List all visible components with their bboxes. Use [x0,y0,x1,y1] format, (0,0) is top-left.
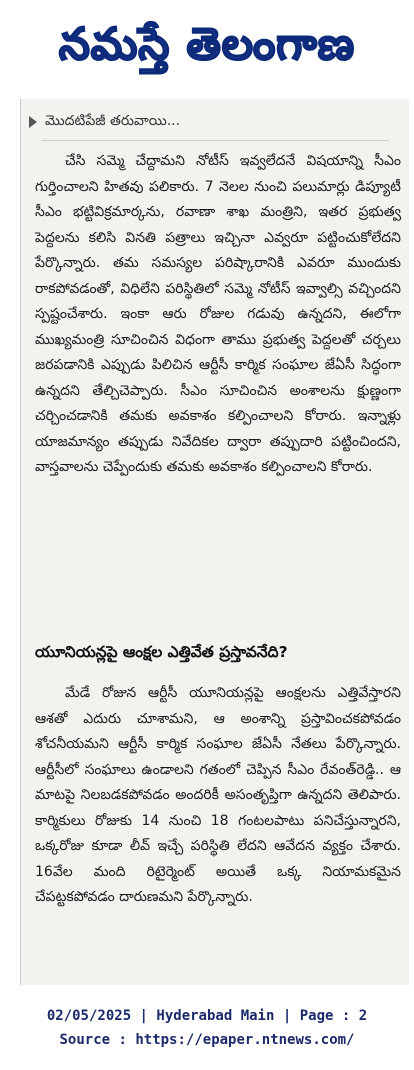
article-paragraph-1: చేసి సమ్మె చేద్దామని నోటీస్ ఇవ్వలేదనే విషయాన్ని సీఎం గుర్తించాలని హితవు పలికారు. 7 నెలల నుంచి పలుమార్లు డిప్యూటీ సీఎం భట్టివిక్రమార్కను, రవాణా శాఖ మంత్రిని, ఇతర ప్రభుత్వ పెద్దలను కలిసి వినతి పత్రాలు ఇచ్చినా ఎవ్వరూ పట్టించుకోలేదని పేర్కొన్నారు. తమ సమస్యల పరిష్కారానికి ఎవరూ ముందుకు రాకపోవడంతో, విధిలేని పరిస్థితిలో సమ్మె నోటీస్ ఇవ్వాల్సి వచ్చిందని స్పష్టంచేశారు. ఇంకా ఆరు రోజుల గడువు ఉన్నదని, ఈలోగా ముఖ్యమంత్రి సూచించిన విధంగా తాము ప్రభుత్వ పెద్దలతో చర్చలు జరపడానికి ఎప్పుడు పిలిచిన ఆర్టీసీ కార్మిక సంఘాల జేఏసీ సిద్ధంగా ఉన్నదని తేల్చిచెప్పారు. సీఎం సూచించిన అంశాలను క్షుణ్ణంగా చర్చించడానికి తమకు అవకాశం కల్పించాలని కోరారు. ఇన్నాళ్లు యాజమాన్యం తప్పుడు నివేదికల ద్వారా తప్పుదారి పట్టించిందని, వాస్తవాలను చెప్పేందుకు తమకు అవకాశం కల్పించాలని కోరారు. [35,153,401,475]
article-paragraph-2: మేడే రోజున ఆర్టీసీ యూనియన్లపై ఆంక్షలను ఎత్తివేస్తారని ఆశతో ఎదురు చూశామని, ఆ అంశాన్ని ప్రస్తావించకపోవడం శోచనీయమని ఆర్టీసీ కార్మిక సంఘాల జేఏసీ నేతలు పేర్కొన్నారు. ఆర్టీసీలో సంఘాలు ఉండాలని గతంలో చెప్పిన సీఎం రేవంత్‌రెడ్డి.. ఆ మాటపై నిలబడకపోవడం అందరికీ అసంతృప్తిగా ఉన్నదని తెలిపారు. కార్మికులు రోజుకు 14 నుంచి 18 గంటలపాటు పనిచేస్తున్నారని, ఒక్కరోజు కూడా లీవ్ ఇచ్చే పరిస్థితి లేదని ఆవేదన వ్యక్తం చేశారు. 16వేల మంది రిటైర్మెంట్ అయితే ఒక్క నియామకమైన చేపట్టకపోవడం దారుణమని పేర్కొన్నారు. [35,685,401,905]
masthead [0,0,414,100]
kicker-label: మొదటిపేజీ తరువాయి... [45,112,181,129]
article-subheading: యూనియన్లపై ఆంక్షల ఎత్తివేత ప్రస్తావనేది? [35,643,288,661]
article-clipping [20,99,409,985]
source-link[interactable]: Source : https://epaper.ntnews.com/ [59,1032,355,1048]
continuation-kicker [29,111,180,133]
page-footer [0,1004,414,1052]
edition-info: 02/05/2025 | Hyderabad Main | Page : 2 [46,1008,368,1024]
newspaper-logo: నమస్తే తెలంగాణ [58,19,356,70]
arrow-right-icon [29,116,37,128]
kicker-divider [41,140,389,141]
